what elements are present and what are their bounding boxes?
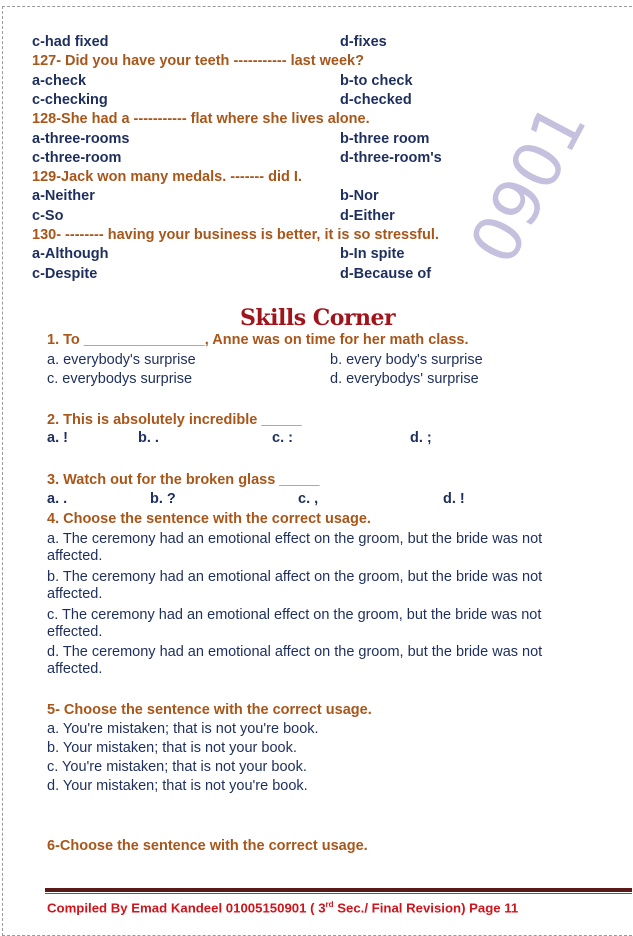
- option-right: b-In spite: [340, 246, 405, 263]
- footer-pre: Compiled By Emad Kandeel 01005150901 ( 3: [47, 900, 326, 916]
- question-3: 3. Watch out for the broken glass _____: [47, 472, 320, 488]
- option-right: d-fixes: [340, 34, 387, 50]
- option-right: b-to check: [340, 72, 413, 89]
- option-2c: c. :: [272, 430, 293, 446]
- option-right: d-three-room's: [340, 149, 442, 166]
- option-1b: b. every body's surprise: [330, 352, 483, 368]
- question-5: 5- Choose the sentence with the correct usage.: [47, 702, 372, 718]
- footer-post: Sec./ Final Revision) Page 11: [333, 900, 519, 916]
- option-right: d-Because of: [340, 265, 432, 282]
- option-left: c-three-room: [32, 149, 122, 166]
- option-1a: a. everybody's surprise: [47, 352, 196, 368]
- option-4d-cont: affected.: [47, 661, 103, 677]
- option-left: c-checking: [32, 91, 108, 108]
- question: 128-She had a ----------- flat where she lives alone.: [32, 111, 370, 128]
- option-4c: c. The ceremony had an emotional effect on the groom, but the bride was not: [47, 607, 542, 623]
- question: 129-Jack won many medals. ------- did I.: [32, 169, 302, 186]
- option-1c: c. everybodys surprise: [47, 371, 193, 387]
- footer-text: [47, 900, 518, 915]
- option-3d: d. !: [443, 491, 465, 507]
- option-left: c-So: [32, 207, 64, 224]
- option-3a: a. .: [47, 491, 68, 507]
- option-2a: a. !: [47, 430, 68, 446]
- footer-rule: [45, 888, 632, 892]
- question-6: 6-Choose the sentence with the correct usage.: [47, 838, 368, 854]
- option-left: a-Although: [32, 246, 109, 263]
- option-right: b-three room: [340, 130, 430, 147]
- option-left: a-three-rooms: [32, 130, 130, 147]
- question: 127- Did you have your teeth ----------- last week?: [32, 53, 364, 70]
- option-3b: b. ?: [150, 491, 176, 507]
- question-1: 1. To _______________, Anne was on time for her math class.: [47, 332, 469, 348]
- option-4d: d. The ceremony had an emotional affect on the groom, but the bride was not: [47, 644, 543, 660]
- option-5a: a. You're mistaken; that is not you're book.: [47, 721, 319, 737]
- option-4c-cont: effected.: [47, 624, 103, 640]
- option-5d: d. Your mistaken; that is not you're book.: [47, 778, 308, 794]
- option-3c: c. ,: [298, 491, 319, 507]
- option-left: c-had fixed: [32, 34, 109, 50]
- option-right: d-checked: [340, 91, 412, 108]
- option-1d: d. everybodys' surprise: [330, 371, 479, 387]
- option-right: d-Either: [340, 207, 395, 224]
- option-5c: c. You're mistaken; that is not your book.: [47, 759, 307, 775]
- option-4b: b. The ceremony had an emotional affect on the groom, but the bride was not: [47, 569, 543, 585]
- question-2: 2. This is absolutely incredible _____: [47, 412, 302, 428]
- option-2b: b. .: [138, 430, 159, 446]
- footer-sup: rd: [325, 900, 334, 909]
- section-title: Skills Corner: [240, 305, 396, 331]
- footer-rule-thin: [45, 893, 632, 894]
- option-4b-cont: affected.: [47, 586, 103, 602]
- option-right: b-Nor: [340, 188, 379, 205]
- question-4: 4. Choose the sentence with the correct usage.: [47, 511, 371, 527]
- option-left: a-check: [32, 72, 87, 89]
- option-4a-cont: affected.: [47, 548, 103, 564]
- watermark: 0901: [455, 91, 602, 277]
- option-left: c-Despite: [32, 265, 98, 282]
- question: 130- -------- having your business is better, it is so stressful.: [32, 227, 439, 243]
- option-5b: b. Your mistaken; that is not your book.: [47, 740, 297, 756]
- option-left: a-Neither: [32, 188, 95, 205]
- option-2d: d. ;: [410, 430, 432, 446]
- option-4a: a. The ceremony had an emotional effect on the groom, but the bride was not: [47, 531, 543, 547]
